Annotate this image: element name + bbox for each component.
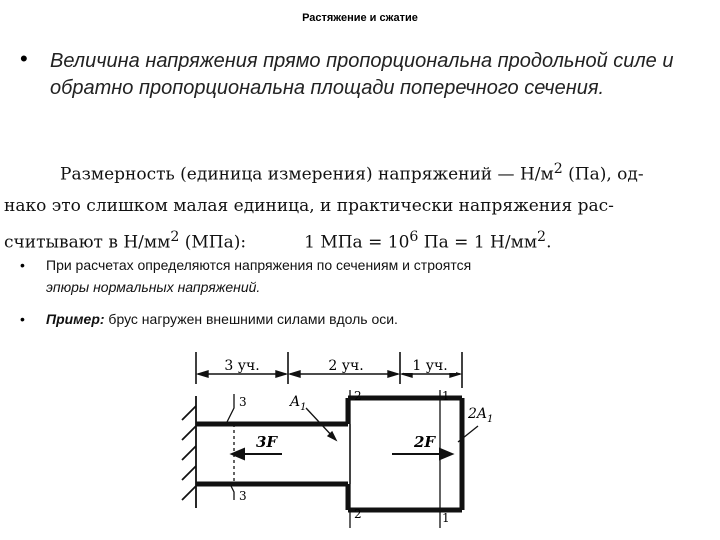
- bullet-dot: •: [20, 46, 28, 71]
- slide-title: Растяжение и сжатие: [302, 12, 418, 24]
- section-3-bottom-label: 3: [239, 489, 247, 503]
- force-3f-label: 3F: [256, 433, 278, 451]
- section-2-bottom-label: 2: [354, 507, 362, 521]
- section-2-top-label: 2: [354, 389, 362, 403]
- example-label: Пример:: [46, 311, 105, 327]
- formula-part-a: 1 МПа = 10: [304, 232, 410, 253]
- bullet-dot: •: [20, 257, 25, 273]
- area-2a1-label: $2A_1$: [468, 406, 494, 425]
- formula-sup-6: 6: [409, 228, 419, 245]
- scanned-line-1-end: (Па), од-: [562, 164, 644, 185]
- force-2f-label: 2F: [414, 433, 436, 451]
- segment-1-label: 1 уч.: [412, 358, 448, 374]
- scanned-line-3-sup: 2: [170, 228, 180, 245]
- section-lines: [226, 390, 440, 528]
- scanned-line-3-unit: (МПа):: [179, 232, 247, 253]
- bullet-dot: •: [20, 311, 25, 327]
- main-bullet-text: Величина напряжения прямо пропорциональна продольной силе и обратно пропорциональна площади поперечного сечения.: [50, 50, 674, 99]
- wall-support: [182, 396, 196, 508]
- formula-period: .: [546, 232, 552, 253]
- bullet-sections-text: [46, 254, 686, 298]
- scanned-line-2-text: нако это слишком малая единица, и практически напряжения рас-: [4, 195, 614, 216]
- scanned-line-2: [4, 191, 712, 222]
- bullet-sections-line1: При расчетах определяются напряжения по сечениям и строятся: [46, 257, 472, 273]
- formula-part-b: Па = 1 Н/мм: [418, 232, 538, 253]
- scanned-line-1-text: Размерность (единица измерения) напряжений — Н/м: [60, 164, 554, 185]
- formula-sup-2: 2: [537, 228, 547, 245]
- section-3-top-label: 3: [239, 395, 247, 409]
- scanned-line-3: [4, 222, 712, 259]
- section-1-top-label: 1: [442, 389, 450, 403]
- stepped-bar-diagram: [170, 348, 494, 540]
- scanned-line-1: [42, 154, 712, 191]
- section-1-bottom-label: 1: [442, 511, 450, 525]
- force-2f-arrowhead: [440, 449, 452, 459]
- area-a1-label: $A_1$: [290, 394, 307, 413]
- segment-3-label: 3 уч.: [224, 358, 260, 374]
- scanned-line-3-text: считывают в Н/мм: [4, 232, 171, 253]
- bullet-sections-line2: эпюры нормальных напряжений.: [46, 279, 261, 295]
- scanned-definition-block: [4, 154, 712, 258]
- segment-2-label: 2 уч.: [328, 358, 364, 374]
- example-description: брус нагружен внешними силами вдоль оси.: [104, 311, 398, 327]
- bullet-example-text: [46, 308, 686, 330]
- scanned-line-1-sup: 2: [553, 161, 563, 177]
